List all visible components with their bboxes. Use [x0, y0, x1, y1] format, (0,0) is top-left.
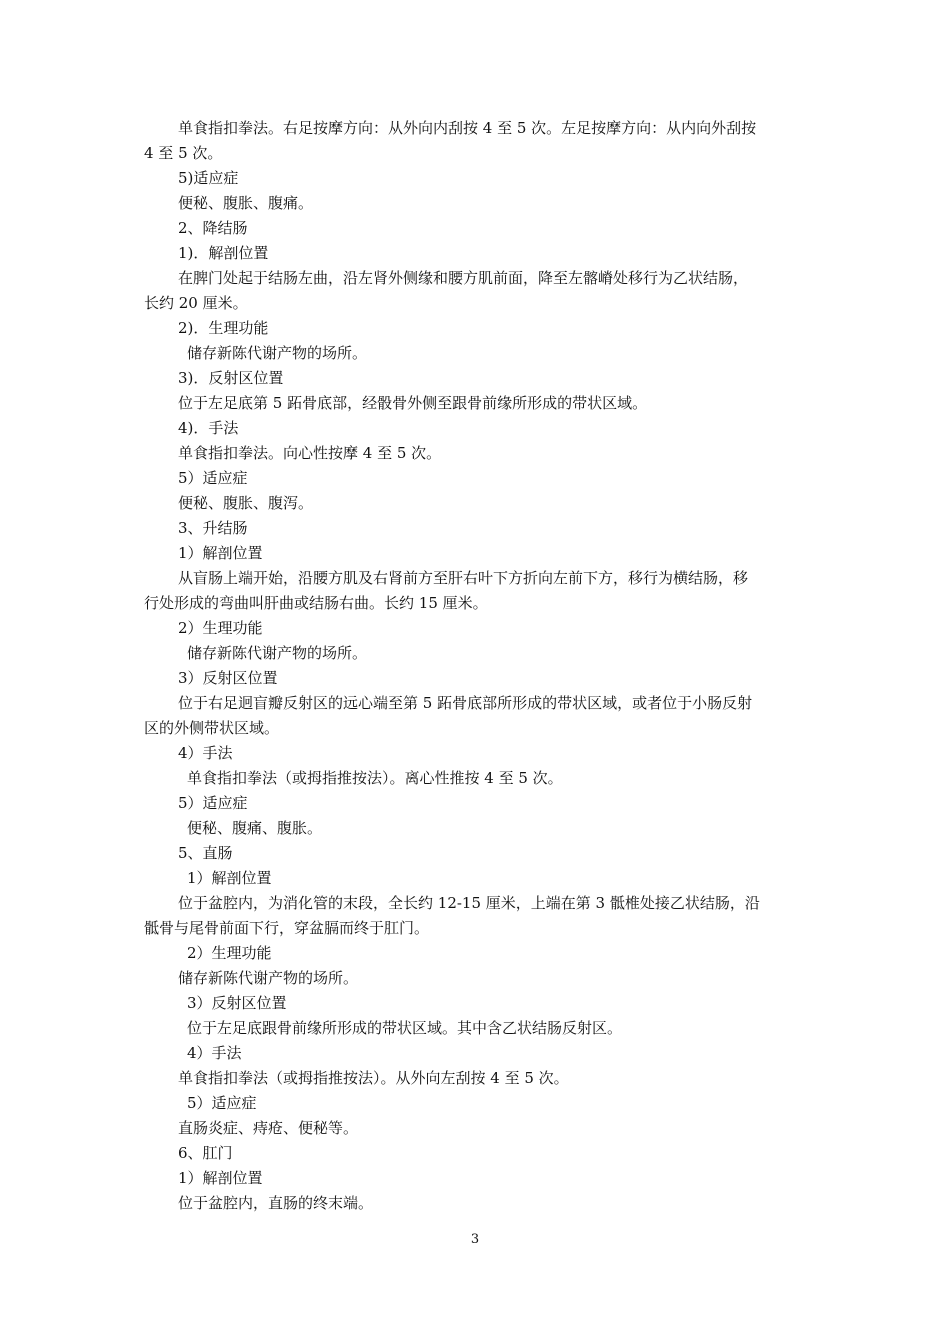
text-line: 5、直肠: [178, 844, 233, 862]
text-line: 5）适应症: [178, 469, 248, 487]
text-line: 4）手法: [178, 744, 233, 762]
text-line: 1）解剖位置: [187, 869, 272, 887]
text-line: 在脾门处起于结肠左曲，沿左肾外侧缘和腰方肌前面，降至左髂嵴处移行为乙状结肠，: [178, 269, 749, 287]
text-line: 位于右足迥盲瓣反射区的远心端至第 5 跖骨底部所形成的带状区域，或者位于小肠反射: [178, 694, 753, 712]
text-line: 长约 20 厘米。: [144, 294, 248, 312]
text-line: 5)适应症: [178, 169, 239, 187]
text-line: 5）适应症: [178, 794, 248, 812]
text-line: 单食指扣拳法（或拇指推按法）。离心性推按 4 至 5 次。: [187, 769, 563, 787]
text-line: 储存新陈代谢产物的场所。: [187, 344, 368, 362]
text-line: 6、肛门: [178, 1144, 233, 1162]
text-line: 2）生理功能: [187, 944, 272, 962]
text-line: 直肠炎症、痔疮、便秘等。: [178, 1119, 359, 1137]
text-line: 位于左足底第 5 跖骨底部，经骰骨外侧至跟骨前缘所形成的带状区域。: [178, 394, 648, 412]
text-line: 2)．生理功能: [178, 319, 269, 337]
text-line: 2、降结肠: [178, 219, 248, 237]
text-line: 行处形成的弯曲叫肝曲或结肠右曲。长约 15 厘米。: [144, 594, 488, 612]
text-line: 1）解剖位置: [178, 1169, 263, 1187]
text-line: 便秘、腹痛、腹胀。: [187, 819, 323, 837]
text-line: 1）解剖位置: [178, 544, 263, 562]
document-body: [144, 116, 810, 1216]
text-line: 单食指扣拳法。右足按摩方向：从外向内刮按 4 至 5 次。左足按摩方向：从内向外刮按: [178, 119, 757, 137]
text-line: 便秘、腹胀、腹泻。: [178, 494, 314, 512]
text-line: 位于盆腔内，为消化管的末段，全长约 12-15 厘米，上端在第 3 骶椎处接乙状结肠，沿: [178, 894, 760, 912]
text-line: 4）手法: [187, 1044, 242, 1062]
text-line: 3、升结肠: [178, 519, 248, 537]
text-line: 单食指扣拳法（或拇指推按法）。从外向左刮按 4 至 5 次。: [178, 1069, 569, 1087]
text-line: 4)．手法: [178, 419, 239, 437]
text-line: 位于盆腔内，直肠的终末端。: [178, 1194, 374, 1212]
text-line: 5）适应症: [187, 1094, 257, 1112]
text-line: 单食指扣拳法。向心性按摩 4 至 5 次。: [178, 444, 442, 462]
page-number: 3: [470, 1232, 480, 1247]
text-line: 3)．反射区位置: [178, 369, 284, 387]
text-line: 从盲肠上端开始，沿腰方肌及右肾前方至肝右叶下方折向左前下方，移行为横结肠，移: [178, 569, 749, 587]
text-line: 3）反射区位置: [178, 669, 278, 687]
text-line: 骶骨与尾骨前面下行，穿盆膈而终于肛门。: [144, 919, 430, 937]
text-line: 位于左足底跟骨前缘所形成的带状区域。其中含乙状结肠反射区。: [187, 1019, 623, 1037]
text-line: 4 至 5 次。: [144, 144, 223, 162]
text-line: 储存新陈代谢产物的场所。: [178, 969, 359, 987]
text-line: 3）反射区位置: [187, 994, 287, 1012]
text-line: 便秘、腹胀、腹痛。: [178, 194, 314, 212]
text-line: 2）生理功能: [178, 619, 263, 637]
text-line: 储存新陈代谢产物的场所。: [187, 644, 368, 662]
text-line: 1)．解剖位置: [178, 244, 269, 262]
text-line: 区的外侧带状区域。: [144, 719, 280, 737]
